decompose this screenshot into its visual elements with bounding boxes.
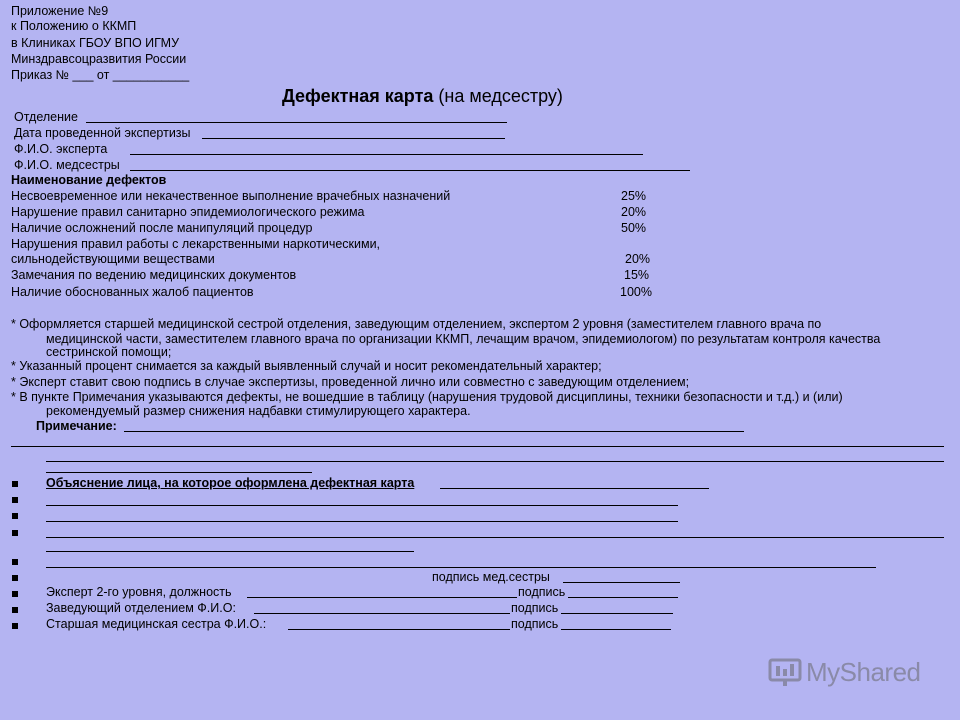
field-nurse-line (130, 170, 690, 171)
title-main: Дефектная карта (282, 86, 434, 106)
bullet-icon (12, 559, 18, 565)
explanation-blank-line (46, 537, 944, 538)
bullet-icon (12, 497, 18, 503)
senior-sign-line (561, 629, 671, 630)
defect-item-pct: 15% (624, 268, 650, 282)
explanation-blank-line (46, 505, 678, 506)
defect-item-pct: 20% (621, 205, 647, 219)
bullet-icon (12, 591, 18, 597)
field-nurse-label: Ф.И.О. медсестры (14, 158, 120, 172)
bullet-icon (12, 623, 18, 629)
head-line (254, 613, 510, 614)
note-4-line-1: * В пункте Примечания указываются дефекты, не вошедшие в таблицу (нарушения трудовой дисциплины, техники безопасности и т.д.) и (или) (11, 390, 843, 404)
header-line-5: Приказ № ___ от ___________ (11, 68, 190, 82)
senior-label: Старшая медицинская сестра Ф.И.О.: (46, 617, 267, 631)
header-line-2: к Положению о ККМП (11, 19, 137, 33)
field-nurse (14, 158, 120, 172)
explanation-blank-line (46, 521, 678, 522)
defect-item-name: Нарушение правил санитарно эпидемиологического режима (11, 205, 365, 219)
header-line-1: Приложение №9 (11, 4, 109, 18)
note-4-line-2: рекомендуемый размер снижения надбавки стимулирующего характера. (46, 404, 471, 418)
expert2-sign-label: подпись (518, 585, 566, 599)
defects-heading: Наименование дефектов (11, 173, 167, 187)
nurse-sign-label: подпись мед.сестры (432, 570, 550, 584)
defect-item-pct: 50% (621, 221, 647, 235)
head-sign-line (561, 613, 673, 614)
remark-blank-line (46, 472, 312, 473)
explanation-blank-line (46, 551, 414, 552)
bullet-icon (12, 481, 18, 487)
note-1-line-3: сестринской помощи; (46, 345, 172, 359)
document-title (282, 86, 563, 107)
remark-blank-line (11, 446, 944, 447)
watermark-logo: MyShared (806, 657, 921, 687)
field-department-line (86, 122, 507, 123)
title-sub: (на медсестру) (438, 86, 563, 106)
defect-item-name: Наличие обоснованных жалоб пациентов (11, 285, 254, 299)
senior-line (288, 629, 510, 630)
remark-label: Примечание: (36, 419, 117, 433)
bullet-icon (12, 530, 18, 536)
explanation-label: Объяснение лица, на которое оформлена дефектная карта (46, 476, 415, 490)
note-2: * Указанный процент снимается за каждый выявленный случай и носит рекомендательный характер; (11, 359, 602, 373)
head-sign-label: подпись (511, 601, 559, 615)
defect-item-pct: 20% (625, 252, 651, 266)
note-1-line-2: медицинской части, заместителем главного врача по организации ККМП, лечащим врачом, эпидемиологом) по результатам контроля качества (46, 332, 881, 346)
bullet-icon (12, 607, 18, 613)
defect-item-name: Нарушения правил работы с лекарственными наркотическими, (11, 237, 381, 251)
field-exam-date-line (202, 138, 505, 139)
header-line-3: в Клиниках ГБОУ ВПО ИГМУ (11, 36, 180, 50)
defect-item-name: Наличие осложнений после манипуляций процедур (11, 221, 313, 235)
note-3: * Эксперт ставит свою подпись в случае экспертизы, проведенной лично или совместно с заведующим отделением; (11, 375, 690, 389)
expert2-sign-line (568, 597, 678, 598)
remark-line (124, 431, 744, 432)
presentation-board-icon (768, 658, 802, 688)
field-exam-date (14, 126, 191, 140)
field-exam-date-label: Дата проведенной экспертизы (14, 126, 191, 140)
remark-blank-line (46, 461, 944, 462)
expert2-label: Эксперт 2-го уровня, должность (46, 585, 232, 599)
defect-item-pct: 25% (621, 189, 647, 203)
expert2-line (247, 597, 517, 598)
note-1-line-1: * Оформляется старшей медицинской сестрой отделения, заведующим отделением, экспертом 2 уровня (заместителем главного врача по (11, 317, 822, 331)
senior-sign-label: подпись (511, 617, 559, 631)
bullet-icon (12, 575, 18, 581)
defect-item-name: сильнодействующими веществами (11, 252, 215, 266)
explanation-line (440, 488, 709, 489)
head-label: Заведующий отделением Ф.И.О: (46, 601, 236, 615)
explanation-blank-line (46, 567, 876, 568)
bullet-icon (12, 513, 18, 519)
nurse-sign-line (563, 582, 680, 583)
field-department-label: Отделение (14, 110, 78, 124)
field-expert-line (130, 154, 643, 155)
defect-item-name: Несвоевременное или некачественное выполнение врачебных назначений (11, 189, 451, 203)
field-expert-label: Ф.И.О. эксперта (14, 142, 108, 156)
field-expert (14, 142, 107, 156)
defect-item-name: Замечания по ведению медицинских документов (11, 268, 297, 282)
defect-item-pct: 100% (620, 285, 652, 299)
header-line-4: Минздравсоцразвития России (11, 52, 187, 66)
field-department (14, 110, 78, 124)
